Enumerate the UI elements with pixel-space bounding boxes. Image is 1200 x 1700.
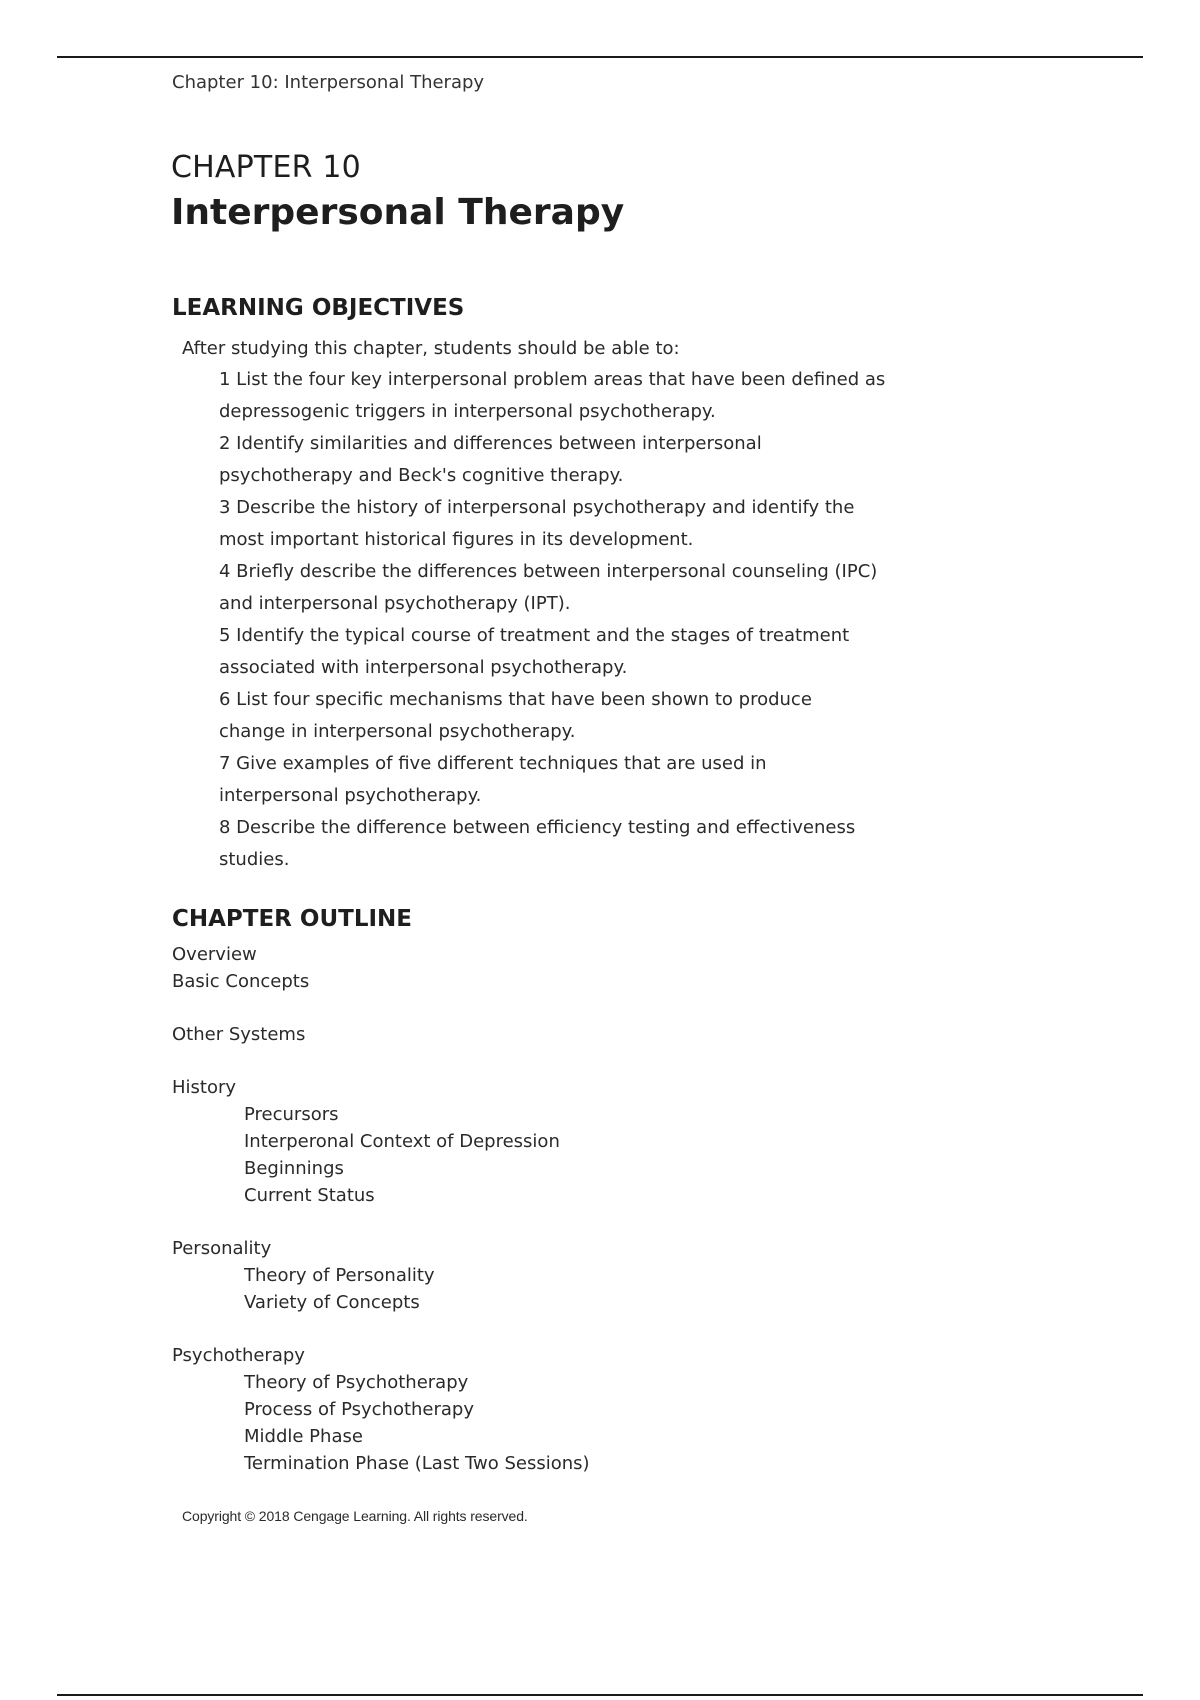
outline-subitem: Termination Phase (Last Two Sessions): [244, 1453, 590, 1474]
chapter-title: Interpersonal Therapy: [171, 192, 625, 233]
chapter-outline-heading: CHAPTER OUTLINE: [172, 906, 412, 932]
outline-group-history: [172, 1074, 972, 1209]
outline-group-personality: [172, 1235, 972, 1316]
outline-subitem: Current Status: [244, 1185, 375, 1206]
objective-line: depressogenic triggers in interpersonal psychotherapy.: [219, 401, 716, 422]
copyright-notice: Copyright © 2018 Cengage Learning. All rights reserved.: [182, 1508, 528, 1524]
objective-line: associated with interpersonal psychotherapy.: [219, 657, 628, 678]
objective-line: 5 Identify the typical course of treatment and the stages of treatment: [219, 625, 850, 646]
learning-objectives-intro: After studying this chapter, students should be able to:: [182, 338, 680, 359]
outline-subitem: Middle Phase: [244, 1426, 363, 1447]
outline-group-psychotherapy: [172, 1342, 972, 1477]
outline-subitem: Theory of Personality: [244, 1265, 435, 1286]
outline-subitem: Theory of Psychotherapy: [244, 1372, 469, 1393]
objective-line: 4 Briefly describe the differences between interpersonal counseling (IPC): [219, 561, 878, 582]
running-header: Chapter 10: Interpersonal Therapy: [172, 72, 485, 93]
top-rule: [57, 56, 1143, 58]
outline-item-psychotherapy: Psychotherapy: [172, 1345, 305, 1366]
chapter-outline: [172, 941, 972, 1477]
objective-line: psychotherapy and Beck's cognitive therapy.: [219, 465, 624, 486]
objective-line: interpersonal psychotherapy.: [219, 785, 482, 806]
chapter-number: CHAPTER 10: [171, 150, 361, 185]
objective-line: 8 Describe the difference between efficiency testing and effectiveness: [219, 817, 856, 838]
outline-item-overview: Overview: [172, 944, 257, 965]
outline-item-other-systems: Other Systems: [172, 1024, 306, 1045]
outline-subitem: Interperonal Context of Depression: [244, 1131, 560, 1152]
objective-line: studies.: [219, 849, 290, 870]
outline-subitem: Beginnings: [244, 1158, 344, 1179]
objective-line: most important historical figures in its development.: [219, 529, 694, 550]
objective-line: and interpersonal psychotherapy (IPT).: [219, 593, 571, 614]
objective-line: change in interpersonal psychotherapy.: [219, 721, 576, 742]
outline-subitem: Process of Psychotherapy: [244, 1399, 475, 1420]
bottom-rule: [57, 1694, 1143, 1696]
outline-subitem: Variety of Concepts: [244, 1292, 420, 1313]
objective-line: 3 Describe the history of interpersonal psychotherapy and identify the: [219, 497, 855, 518]
outline-item-personality: Personality: [172, 1238, 272, 1259]
objective-line: 1 List the four key interpersonal problem areas that have been defined as: [219, 369, 886, 390]
objective-line: 2 Identify similarities and differences between interpersonal: [219, 433, 762, 454]
learning-objectives-heading: LEARNING OBJECTIVES: [172, 295, 465, 321]
outline-subitem: Precursors: [244, 1104, 339, 1125]
learning-objectives-list: [219, 364, 919, 876]
outline-item-history: History: [172, 1077, 237, 1098]
outline-item-basic-concepts: Basic Concepts: [172, 971, 310, 992]
objective-line: 7 Give examples of five different techniques that are used in: [219, 753, 767, 774]
objective-line: 6 List four specific mechanisms that have been shown to produce: [219, 689, 812, 710]
